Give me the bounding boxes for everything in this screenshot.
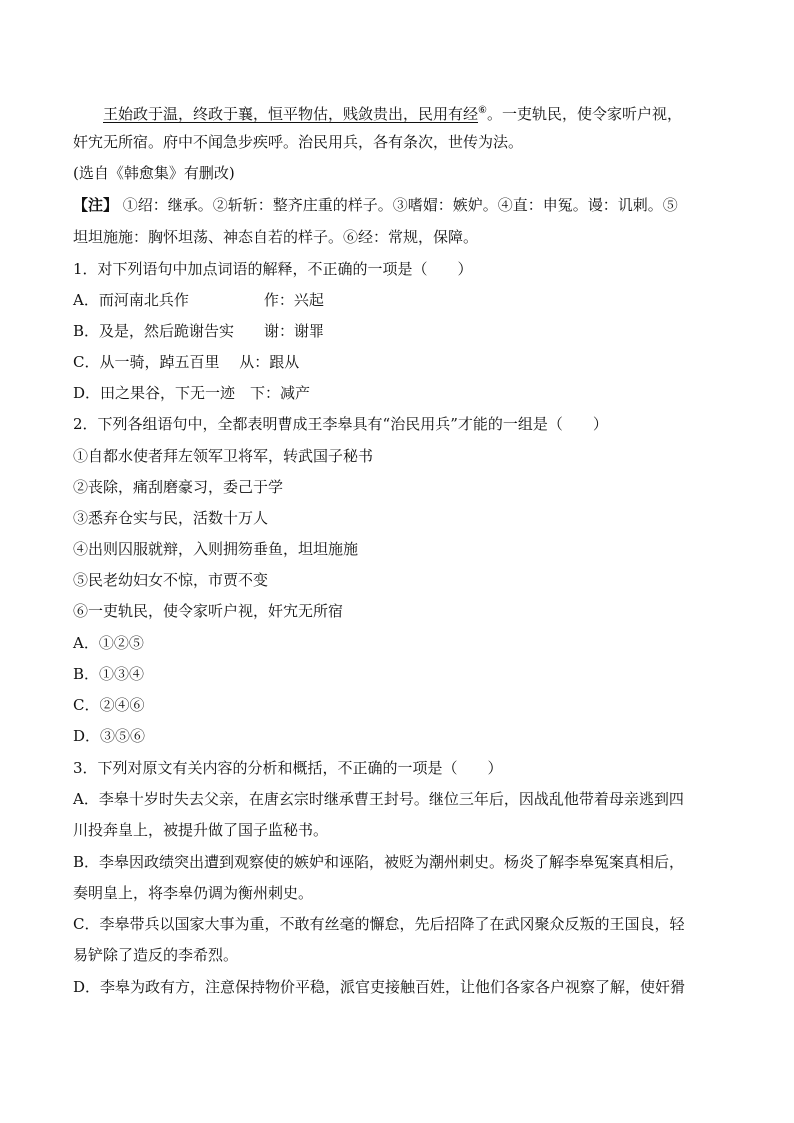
q3-option-c-line-1: C．李皋带兵以国家大事为重，不敢有丝毫的懈怠，先后招降了在武冈聚众反叛的王国良，轻 [73,915,685,933]
q3-option-b-line-2: 奏明皇上，将李皋仍调为衡州刺史。 [73,884,314,902]
question-3-stem: 3．下列对原文有关内容的分析和概括，不正确的一项是（ ） [73,759,503,777]
note-marker: ⑥ [478,105,487,116]
passage-source: (选自《韩愈集》有删改) [73,164,235,182]
notes-line-1 [73,195,678,215]
notes-line-2: 坦坦施施：胸怀坦荡、神态自若的样子。⑥经：常规，保障。 [73,228,479,246]
q1-option-d: D．田之果谷，下无一迹 下：减产 [73,384,311,402]
q3-option-d-line-1: D．李皋为政有方，注意保持物价平稳，派官吏接触百姓，让他们各家各户视察了解，使奸猾 [73,978,686,996]
q1-option-a: A．而河南北兵作 作：兴起 [73,291,324,309]
q3-option-a-line-1: A．李皋十岁时失去父亲，在唐玄宗时继承曹王封号。继位三年后，因战乱他带着母亲逃到四 [73,790,684,808]
q2-option-b: B．①③④ [73,665,145,683]
q2-item-3: ③悉弃仓实与民，活数十万人 [73,509,269,527]
notes-text-1: ①绍：继承。②斩斩：整齐庄重的样子。③嗜媢：嫉妒。④直：申冤。谩：讥刺。⑤ [118,196,678,214]
q3-option-c-line-2: 易铲除了造反的李希烈。 [73,946,239,964]
passage-line-1-rest: 。一吏轨民，使令家听户视， [486,105,682,123]
q2-item-6: ⑥一吏轨民，使令家听户视，奸宄无所宿 [73,602,344,620]
q3-option-a-line-2: 川投奔皇上，被提升做了国子监秘书。 [73,821,329,839]
underlined-sentence: 王始政于温，终政于襄，恒平物估，贱敛贵出，民用有经 [103,105,479,123]
q3-option-b-line-1: B．李皋因政绩突出遭到观察使的嫉妒和诬陷，被贬为潮州刺史。杨炎了解李皋冤案真相后， [73,853,685,871]
q1-option-b: B．及是，然后跪谢告实 谢：谢罪 [73,322,325,340]
q2-option-c: C．②④⑥ [73,696,145,714]
passage-line-1 [103,101,682,124]
q2-item-5: ⑤民老幼妇女不惊，市贾不变 [73,571,269,589]
notes-label: 【注】 [73,196,119,214]
q2-option-a: A．①②⑤ [73,634,144,652]
q1-option-c: C．从一骑，踔五百里 从：跟从 [73,353,300,371]
q2-item-2: ②丧除，痛刮磨豪习，委己于学 [73,478,284,496]
question-1-stem: 1．对下列语句中加点词语的解释，不正确的一项是（ ） [73,260,473,278]
passage-line-2: 奸宄无所宿。府中不闻急步疾呼。治民用兵，各有条次，世传为法。 [73,133,524,151]
q2-option-d: D．③⑤⑥ [73,727,146,745]
q2-item-4: ④出则囚服就辩，入则拥笏垂鱼，坦坦施施 [73,540,359,558]
q2-item-1: ①自都水使者拜左领军卫将军，转武国子秘书 [73,447,374,465]
question-2-stem: 2．下列各组语句中，全都表明曹成王李皋具有“治民用兵”才能的一组是（ ） [73,415,608,433]
